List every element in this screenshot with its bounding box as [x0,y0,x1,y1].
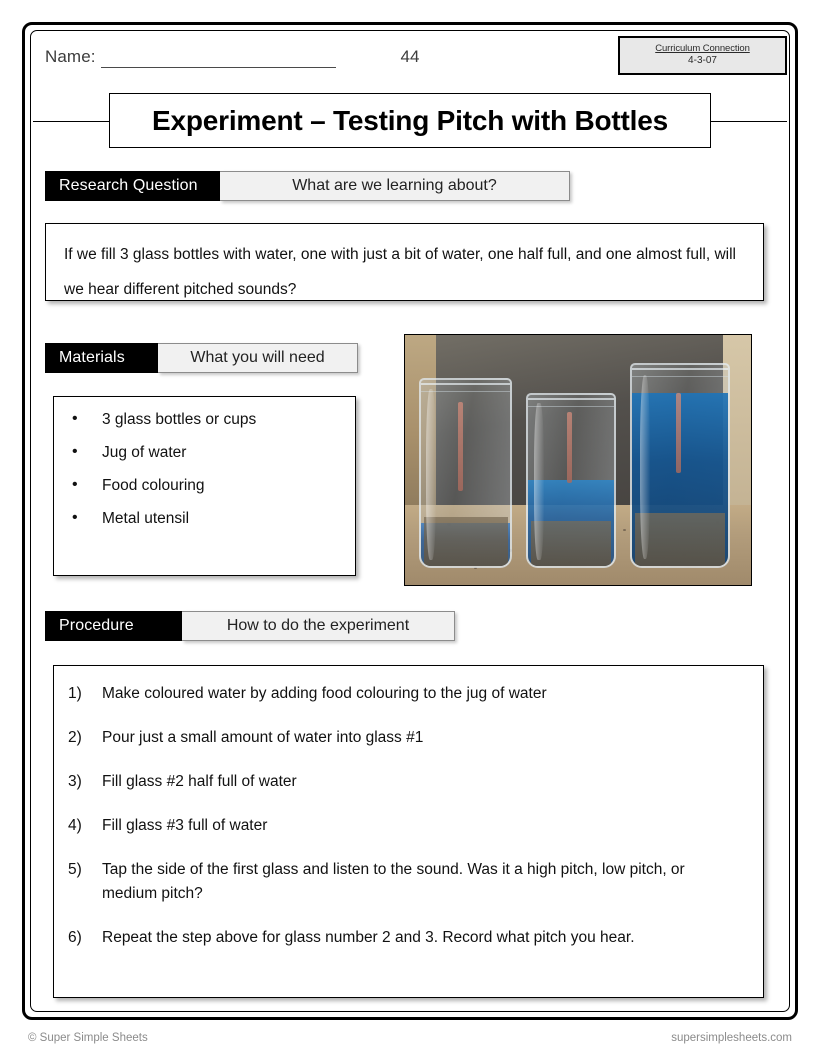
jar-background-reflection [424,517,508,565]
footer-website[interactable]: supersimplesheets.com [671,1032,792,1044]
jar-rim [420,383,511,392]
metal-utensil-reflection [458,402,463,491]
curriculum-connection-title: Curriculum Connection [655,43,750,55]
materials-item-label: 3 glass bottles or cups [102,411,257,428]
name-label: Name: [45,47,96,66]
list-item [68,682,743,706]
section-subtitle-research-question: What are we learning about? [220,171,570,201]
materials-item-label: Food colouring [102,477,205,494]
bullet-icon: • [72,509,78,526]
glass-jar-1 [419,378,512,568]
list-item [68,814,743,838]
procedure-step-text: Make coloured water by adding food colouring to the jug of water [102,685,547,702]
research-question-box [45,223,764,301]
section-subtitle-materials: What you will need [158,343,358,373]
jar-highlight [534,403,543,560]
name-row [33,41,787,81]
materials-list [54,411,355,528]
list-item [68,770,743,794]
curriculum-connection-badge [618,36,787,75]
page-number: 44 [400,47,420,66]
section-tag-materials: Materials [45,343,158,373]
page-footer [28,1032,792,1044]
list-item [68,926,743,950]
jar-highlight [640,375,651,560]
section-tag-research-question: Research Question [45,171,220,201]
page-title: Experiment – Testing Pitch with Bottles [152,104,668,136]
procedure-box [53,665,764,998]
footer-copyright: © Super Simple Sheets [28,1032,148,1044]
procedure-step-number: 3) [68,773,82,791]
title-rule-right [707,121,787,122]
metal-utensil-reflection [676,393,681,473]
bullet-icon: • [72,476,78,493]
procedure-step-number: 6) [68,929,82,947]
procedure-step-number: 4) [68,817,82,835]
materials-item-label: Metal utensil [102,510,190,527]
list-item [68,858,743,906]
name-write-line[interactable] [101,67,336,68]
curriculum-connection-code: 4-3-07 [688,55,717,67]
section-header-research-question [45,171,570,201]
procedure-step-number: 5) [68,861,82,879]
procedure-step-number: 2) [68,729,82,747]
list-item [54,510,355,528]
list-item [54,477,355,495]
procedure-step-text: Tap the side of the first glass and listen to the sound. Was it a high pitch, low pitch, or medium pitch? [102,861,685,903]
list-item [68,726,743,750]
section-tag-procedure: Procedure [45,611,182,641]
section-header-materials [45,343,358,373]
experiment-photo [404,334,752,586]
worksheet-content [33,33,787,1009]
research-question-text: If we fill 3 glass bottles with water, one with just a bit of water, one half full, and one almost full, will we hear different pitched sounds? [64,246,737,298]
procedure-step-text: Fill glass #3 full of water [102,817,268,835]
page-title-box [109,93,711,148]
materials-box [53,396,356,576]
title-area [33,93,787,149]
section-subtitle-procedure: How to do the experiment [182,611,455,641]
title-rule-left [33,121,113,122]
procedure-step-text: Pour just a small amount of water into glass #1 [102,729,424,747]
jar-highlight [426,389,436,560]
glass-jar-2 [526,393,616,568]
procedure-step-text: Fill glass #2 half full of water [102,773,297,791]
materials-item-label: Jug of water [102,444,187,461]
bullet-icon: • [72,443,78,460]
glass-jar-3 [630,363,730,568]
procedure-list [68,682,743,950]
section-header-procedure [45,611,455,641]
procedure-step-number: 1) [68,685,82,702]
list-item [54,411,355,429]
bullet-icon: • [72,410,78,427]
procedure-step-text: Repeat the step above for glass number 2 and 3. Record what pitch you hear. [102,929,635,947]
metal-utensil-reflection [567,412,572,484]
list-item [54,444,355,462]
